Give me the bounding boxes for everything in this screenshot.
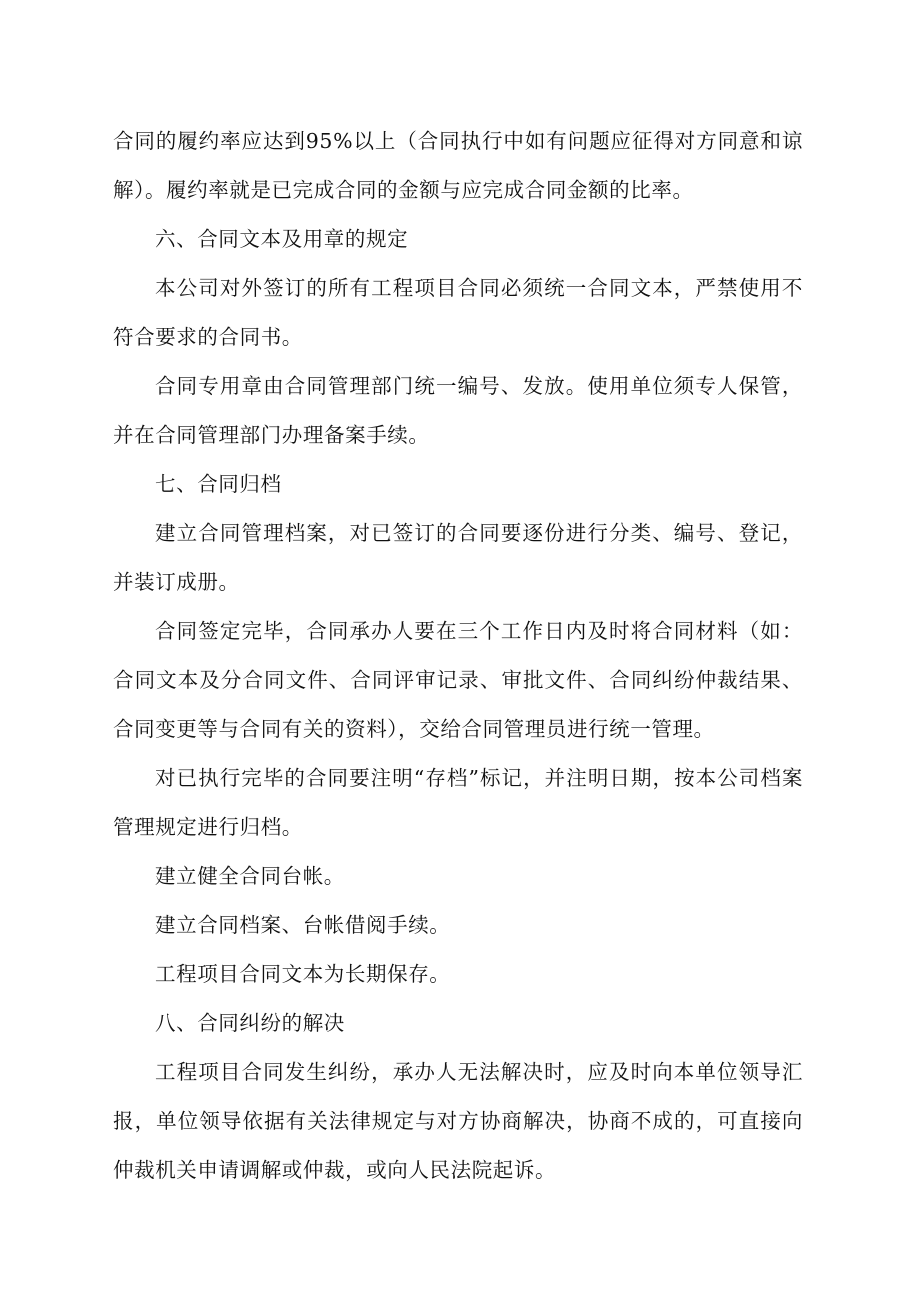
paragraph: 工程项目合同文本为长期保存。 (155, 962, 451, 986)
section-heading-8: 八、合同纠纷的解决 (155, 1011, 345, 1035)
section-heading-6: 六、合同文本及用章的规定 (155, 227, 409, 251)
paragraph: 工程项目合同发生纠纷，承办人无法解决时，应及时向本单位领导汇报，单位领导依据有关法律规定与对方协商解决，协商不成的，可直接向仲裁机关申请调解或仲裁，或向人民法院起诉。 (113, 1060, 803, 1182)
paragraph: 合同签定完毕，合同承办人要在三个工作日内及时将合同材料（如：合同文本及分合同文件、合同评审记录、审批文件、合同纠纷仲裁结果、合同变更等与合同有关的资料），交给合同管理员进行统一管理。 (113, 619, 803, 741)
paragraph: 对已执行完毕的合同要注明“存档”标记，并注明日期，按本公司档案管理规定进行归档。 (113, 766, 803, 839)
section-heading-7: 七、合同归档 (155, 472, 282, 496)
document-body (113, 117, 803, 1195)
paragraph: 合同专用章由合同管理部门统一编号、发放。使用单位须专人保管，并在合同管理部门办理备案手续。 (113, 374, 803, 447)
paragraph: 建立合同档案、台帐借阅手续。 (155, 913, 451, 937)
paragraph: 建立合同管理档案，对已签订的合同要逐份进行分类、编号、登记，并装订成册。 (113, 521, 803, 594)
paragraph: 本公司对外签订的所有工程项目合同必须统一合同文本，严禁使用不符合要求的合同书。 (113, 276, 803, 349)
paragraph: 建立健全合同台帐。 (155, 864, 345, 888)
paragraph-continuation: 合同的履约率应达到95%以上（合同执行中如有问题应征得对方同意和谅解）。履约率就是已完成合同的金额与应完成合同金额的比率。 (113, 129, 803, 202)
